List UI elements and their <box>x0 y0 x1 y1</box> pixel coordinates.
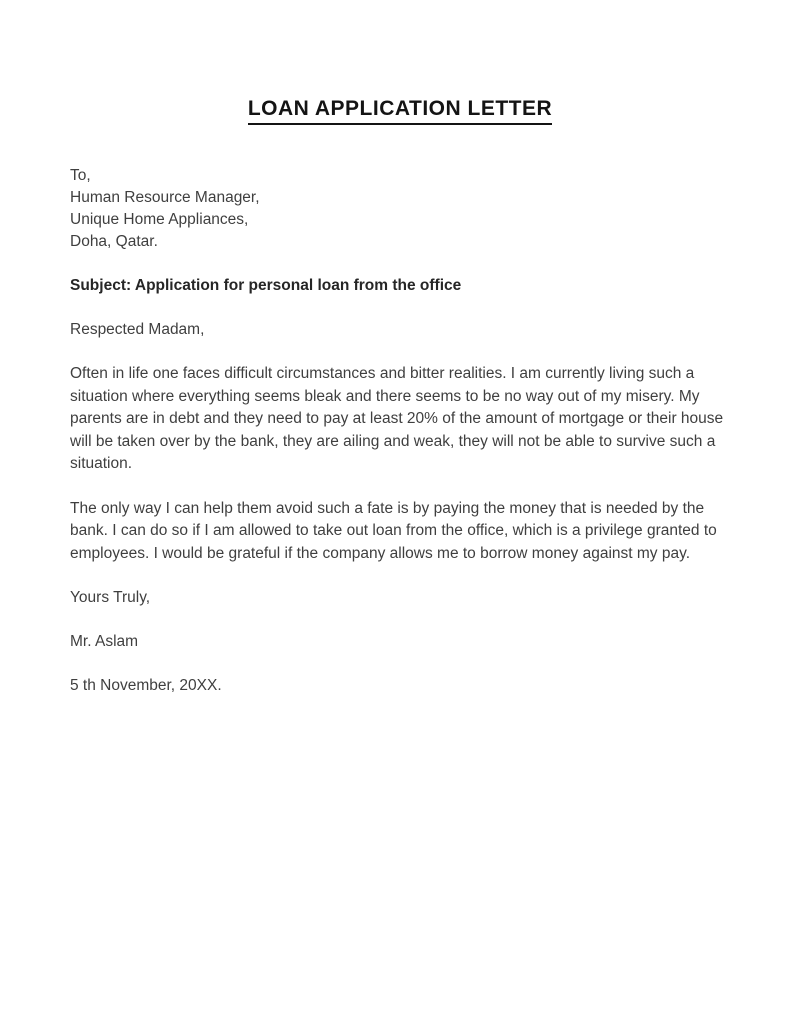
recipient-address-block <box>70 165 730 253</box>
salutation: Respected Madam, <box>70 321 205 339</box>
subject-line: Subject: Application for personal loan from the office <box>70 277 462 295</box>
body-paragraph-1: Often in life one faces difficult circumstances and bitter realities. I am currently living such a situation where everything seems bleak and there seems to be no way out of my misery. My parents are in debt and they need to pay at least 20% of the amount of mortgage or their house will be taken over by the bank, they are ailing and weak, they will not be able to survive such a situation. <box>70 365 724 473</box>
recipient-line-to: To, <box>70 167 91 185</box>
recipient-line-company: Unique Home Appliances, <box>70 211 249 229</box>
page-title: LOAN APPLICATION LETTER <box>248 96 552 125</box>
signature-name: Mr. Aslam <box>70 633 139 651</box>
title-container <box>70 96 730 125</box>
recipient-line-city: Doha, Qatar. <box>70 233 158 251</box>
recipient-line-manager: Human Resource Manager, <box>70 189 260 207</box>
body-paragraph-2: The only way I can help them avoid such a fate is by paying the money that is needed by the bank. I can do so if I am allowed to take out loan from the office, which is a privilege granted to employees. I would be grateful if the company allows me to borrow money against my pay. <box>70 499 717 562</box>
closing-phrase: Yours Truly, <box>70 589 151 607</box>
letter-date: 5 th November, 20XX. <box>70 677 222 695</box>
